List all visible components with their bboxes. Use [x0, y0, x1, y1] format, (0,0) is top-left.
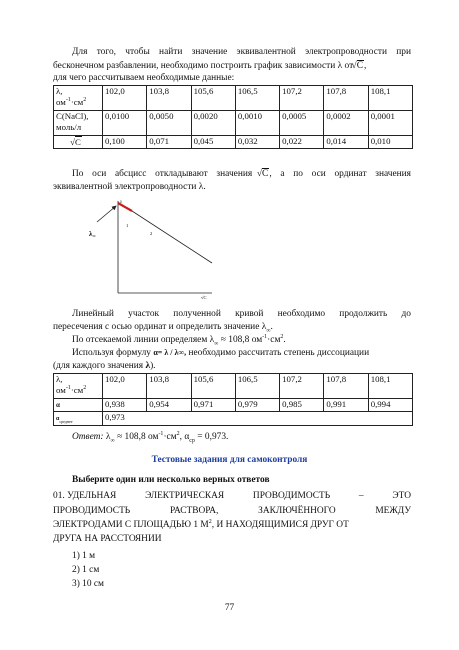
table-cell: 0,045 [191, 136, 235, 149]
answer-text: λ [103, 432, 111, 442]
answer-line [72, 431, 228, 443]
segment-2-label: 2 [150, 231, 153, 236]
table-cell: 0,971 [191, 399, 235, 412]
after-line-3 [72, 334, 286, 346]
table-cell: 0,938 [103, 399, 147, 412]
label-text: α [56, 401, 60, 409]
table-cell: 102,0 [103, 86, 147, 111]
option-label: 2) 1 см [72, 565, 100, 575]
after-text: ·см [267, 335, 281, 345]
after-text: По отсекаемой линии определяем λ [72, 335, 215, 345]
label-sup: -1 [65, 384, 71, 391]
superscript: 2 [208, 518, 212, 525]
table-cell-alpha-average: 0,973 [103, 412, 413, 426]
label-sub: среднее [59, 418, 73, 424]
intro-line-1-text: Для того, чтобы найти значение эквивалентной электропроводности при [72, 47, 411, 57]
intro-line-2-end: , [363, 61, 367, 71]
superscript: 2 [176, 430, 180, 437]
label-text: ом [56, 96, 66, 107]
table-row-alpha [54, 399, 413, 412]
question-word: ПРОВОДИМОСТЬ [53, 506, 131, 516]
after-line-1 [72, 308, 411, 320]
sqrt-c-symbol: √ C [262, 168, 269, 179]
table-cell: 0,991 [324, 399, 368, 412]
row-label-sqrt-c [54, 136, 103, 149]
table-cell: 108,1 [368, 374, 412, 399]
table-row-alpha-average [54, 412, 413, 426]
table-cell: 0,0010 [235, 111, 279, 136]
sqrt-c-symbol: √ C [75, 136, 82, 147]
section-title [0, 454, 459, 466]
table-cell: 103,8 [147, 374, 191, 399]
after-text: ≈ 108,8 ом [218, 335, 263, 345]
lambda-inf-subscript: ∞ [92, 233, 96, 239]
question-line-3 [53, 519, 349, 531]
question-line-4 [53, 533, 162, 545]
table-cell: 106,5 [235, 86, 279, 111]
table-cell: 0,985 [280, 399, 324, 412]
answer-label: Ответ: [72, 432, 104, 442]
intro-line-2-text: бесконечном разбавлении, необходимо построить график зависимости λ от [53, 61, 356, 71]
answer-option-1[interactable] [72, 550, 95, 562]
answer-text: , α [179, 432, 190, 442]
table-cell: 0,954 [147, 399, 191, 412]
row-label-alpha [54, 399, 103, 412]
table-cell: 0,994 [368, 399, 412, 412]
after-text: Линейный участок полученной кривой необходимо продолжить до [72, 309, 411, 319]
sqrt-c-symbol: √ C [357, 60, 364, 71]
superscript: -1 [158, 430, 164, 437]
label-text: C(NaCl), [56, 111, 89, 121]
segment-1-label: 1 [126, 223, 129, 228]
data-table-2 [53, 373, 413, 426]
answer-text: ·см [163, 432, 177, 442]
table-cell: 107,8 [324, 86, 368, 111]
row-label-alpha-average [54, 412, 103, 426]
question-text: ЭЛЕКТРОДАМИ С ПЛОЩАДЬЮ 1 М [53, 520, 209, 530]
section-title-text: Тестовые задания для самоконтроля [151, 455, 308, 465]
question-word: ЗАКЛЮЧЁННОГО [258, 506, 336, 516]
question-word: МЕЖДУ [375, 506, 411, 516]
axes-text: эквивалентной электропроводности λ. [53, 182, 206, 192]
experimental-curve [132, 211, 212, 263]
extrapolated-segment [118, 203, 132, 211]
table-cell: 0,032 [235, 136, 279, 149]
row-label-lambda [54, 374, 103, 399]
table-row-sqrt-c [54, 136, 413, 149]
option-label: 1) 1 м [72, 551, 96, 561]
subscript: ∞ [214, 340, 219, 347]
label-text: λ, [56, 374, 63, 384]
after-line-4 [72, 347, 369, 359]
page-number [0, 602, 459, 614]
superscript: 2 [280, 333, 284, 340]
table-cell: 0,0100 [103, 111, 147, 136]
intro-line-1 [72, 46, 411, 58]
after-text: . [270, 322, 273, 332]
x-axis-label: √C [201, 295, 207, 300]
page-number-text: 77 [224, 603, 235, 613]
after-text: . [283, 335, 286, 345]
lambda-inf-arrow [97, 206, 116, 222]
question-line-1 [53, 490, 411, 502]
axes-line-1 [72, 168, 411, 180]
table-row-lambda [54, 374, 413, 399]
intro-line-3 [53, 72, 234, 84]
question-word: РАСТВОРА, [169, 506, 219, 516]
table-cell: 105,6 [191, 86, 235, 111]
answer-text: ≈ 108,8 ом [114, 432, 159, 442]
table-cell: 108,1 [368, 86, 412, 111]
subscript: ∞ [266, 327, 271, 334]
row-label-concentration [54, 111, 103, 136]
row-label-lambda [54, 86, 103, 111]
label-sup: 2 [83, 96, 87, 103]
answer-option-3[interactable] [72, 578, 104, 590]
after-text: (для каждого значения [53, 361, 146, 371]
table-cell: 0,100 [103, 136, 147, 149]
table-cell: 102,0 [103, 374, 147, 399]
table-cell: 107,2 [280, 86, 324, 111]
table-cell: 106,5 [235, 374, 279, 399]
question-word: – [358, 491, 364, 501]
label-sup: -1 [65, 96, 71, 103]
axes-text: , а по оси ординат значения [269, 169, 411, 179]
after-text: Используя формулу [72, 348, 154, 358]
table-cell: 0,014 [324, 136, 368, 149]
question-word: ЭЛЕКТРИЧЕСКАЯ [145, 491, 225, 501]
after-line-2 [53, 321, 273, 333]
instruction-text: Выберите один или несколько верных ответов [72, 475, 270, 485]
table-cell: 0,979 [235, 399, 279, 412]
alpha-formula: α= λ / λ∞, [153, 348, 187, 357]
after-line-5 [53, 360, 156, 372]
answer-text: = 0,973. [194, 432, 229, 442]
label-text: ·см [70, 96, 84, 107]
table-cell: 105,6 [191, 374, 235, 399]
after-text: необходимо рассчитать степень диссоциации [186, 348, 370, 358]
after-text: пересечения с осью ординат и определить значение λ [53, 322, 267, 332]
table-row-concentration [54, 111, 413, 136]
lambda-inf-label [89, 230, 96, 239]
superscript: -1 [262, 333, 268, 340]
table-cell: 0,010 [368, 136, 412, 149]
question-line-2 [53, 505, 411, 517]
option-label: 3) 10 см [72, 579, 104, 589]
label-text: α [56, 416, 60, 422]
question-word: ПРОВОДИМОСТЬ [252, 491, 331, 501]
label-text: ом [56, 384, 66, 395]
question-word: ЭТО [392, 491, 411, 501]
lambda-vs-sqrt-c-graph [80, 195, 240, 305]
intro-line-2 [53, 60, 366, 72]
axes-text: По оси абсцисс откладывают значения [72, 169, 261, 179]
lambda-inf-symbol: λ [89, 230, 93, 238]
subscript: ср [189, 437, 195, 444]
table-cell: 103,8 [147, 86, 191, 111]
question-text: ДРУГА НА РАССТОЯНИИ [53, 534, 162, 544]
label-text: ·см [70, 384, 84, 395]
question-text: , И НАХОДЯЩИМИСЯ ДРУГ ОТ [211, 520, 349, 530]
table-cell: 0,022 [280, 136, 324, 149]
table-cell: 107,8 [324, 374, 368, 399]
table-row-lambda [54, 86, 413, 111]
intro-line-3-text: для чего рассчитываем необходимые данные: [53, 73, 235, 83]
subscript: ∞ [110, 437, 115, 444]
axes-line-2 [53, 181, 206, 193]
table-cell: 0,0001 [368, 111, 412, 136]
after-text: λ [145, 361, 151, 371]
after-text: ). [150, 361, 156, 371]
table-cell: 0,0020 [191, 111, 235, 136]
table-cell: 0,0050 [147, 111, 191, 136]
table-cell: 0,0005 [280, 111, 324, 136]
label-text: λ, [56, 86, 63, 96]
answer-option-2[interactable] [72, 564, 99, 576]
label-sup: 2 [83, 384, 87, 391]
question-word: 01. УДЕЛЬНАЯ [53, 491, 117, 501]
table-cell: 0,0002 [324, 111, 368, 136]
label-text: моль/л [56, 121, 82, 132]
table-cell: 0,071 [147, 136, 191, 149]
table-cell: 107,2 [280, 374, 324, 399]
data-table-1 [53, 85, 413, 149]
y-axis-label: λ [120, 199, 123, 204]
instruction [72, 474, 270, 486]
